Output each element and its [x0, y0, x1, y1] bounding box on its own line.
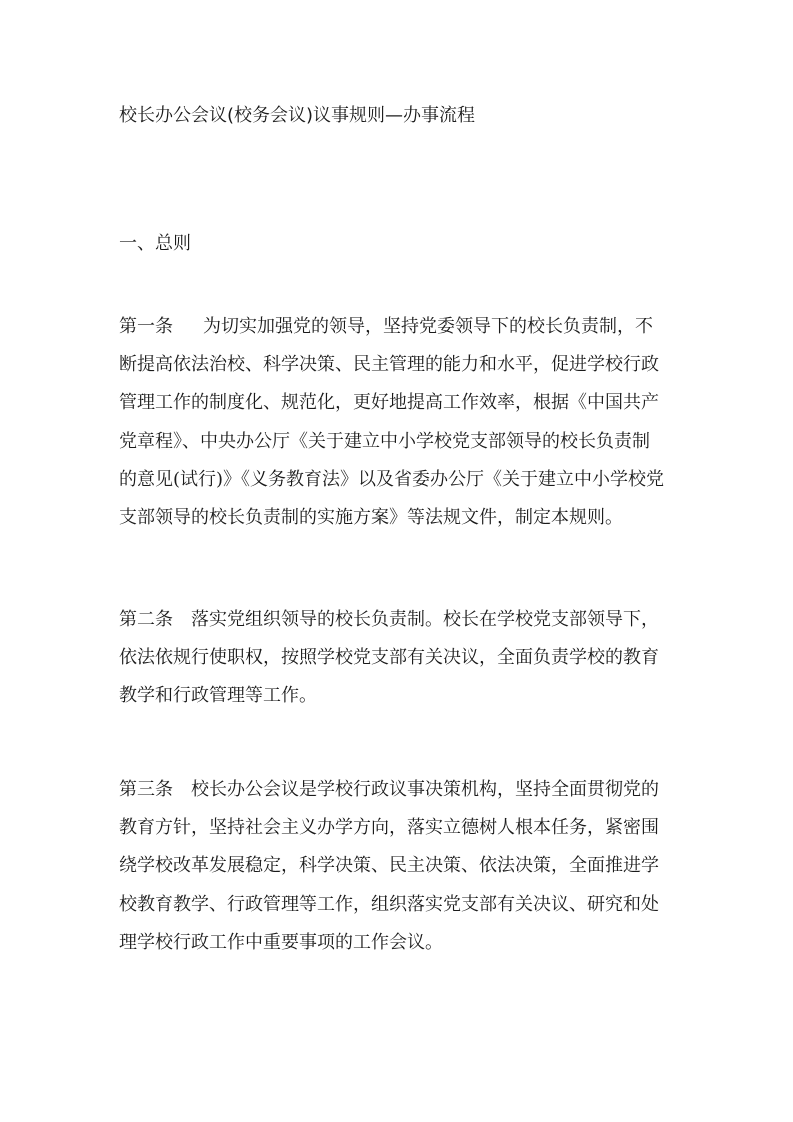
section-heading: 一、总则: [119, 233, 191, 254]
article-text-line: 支部领导的校长负责制的实施方案》等法规文件，制定本规则。: [119, 506, 623, 528]
document-title: 校长办公会议(校务会议)议事规则—办事流程: [119, 105, 476, 126]
article-text-line: 落实党组织领导的校长负责制。校长在学校党支部领导下，: [191, 609, 659, 630]
article-text-line: 校教育教学、行政管理等工作，组织落实党支部有关决议、研究和处: [119, 893, 659, 915]
article-text-line: 为切实加强党的领导，坚持党委领导下的校长负责制，不: [203, 316, 653, 337]
article-text-line: 的意见(试行)》《义务教育法》以及省委办公厅《关于建立中小学校党: [119, 468, 665, 490]
article-text-line: 依法依规行使职权，按照学校党支部有关决议，全面负责学校的教育: [119, 647, 659, 669]
article-text-line: 教学和行政管理等工作。: [119, 685, 317, 707]
article-1: [119, 308, 679, 537]
article-text-line: 校长办公会议是学校行政议事决策机构，坚持全面贯彻党的: [191, 779, 659, 800]
article-2: [119, 601, 679, 716]
article-text-line: 管理工作的制度化、规范化，更好地提高工作效率，根据《中国共产: [119, 392, 659, 414]
article-text-line: 党章程》、中央办公厅《关于建立中小学校党支部领导的校长负责制: [119, 430, 650, 452]
article-3: [119, 771, 679, 962]
article-text-line: 理学校行政工作中重要事项的工作会议。: [119, 931, 443, 953]
article-label: 第一条: [119, 316, 173, 337]
article-label: 第二条: [119, 609, 173, 630]
article-label: 第三条: [119, 779, 173, 800]
article-text-line: 断提高依法治校、科学决策、民主管理的能力和水平，促进学校行政: [119, 354, 659, 376]
article-text-line: 绕学校改革发展稳定，科学决策、民主决策、依法决策，全面推进学: [119, 855, 659, 877]
article-text-line: 教育方针，坚持社会主义办学方向，落实立德树人根本任务，紧密围: [119, 817, 659, 839]
